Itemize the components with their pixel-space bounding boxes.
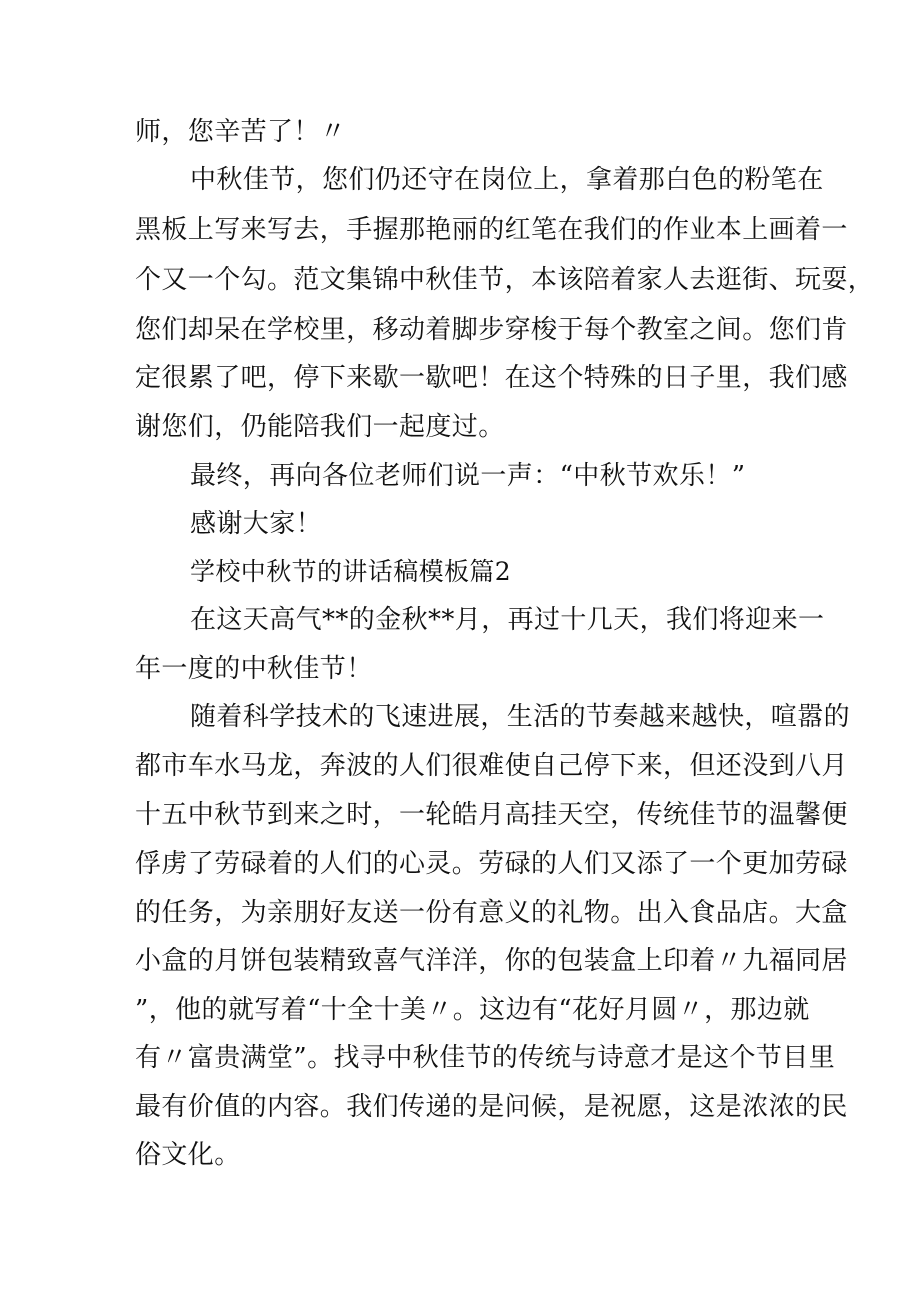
body-line: 您们却呆在学校里，移动着脚步穿梭于每个教室之间。您们肯: [135, 315, 848, 345]
body-line: 小盒的月饼包装精致喜气洋洋，你的包装盒上印着〃九福同居: [135, 946, 848, 976]
body-line: 都市车水马龙，奔波的人们很难使自己停下来，但还没到八月: [135, 751, 848, 781]
closing-greeting: 最终，再向各位老师们说一声：“中秋节欢乐！”: [190, 461, 746, 491]
body-line: 谢您们，仍能陪我们一起度过。: [135, 412, 505, 442]
body-line: 的任务，为亲朋好友送一份有意义的礼物。出入食品店。大盒: [135, 898, 848, 928]
body-line: 十五中秋节到来之时，一轮皓月高挂天空，传统佳节的温馨便: [135, 800, 848, 830]
body-line: 俘虏了劳碌着的人们的心灵。劳碌的人们又添了一个更加劳碌: [135, 849, 848, 879]
body-line: 年一度的中秋佳节！: [135, 654, 373, 684]
thanks-line: 感谢大家！: [190, 509, 323, 539]
body-line: 定很累了吧，停下来歇一歇吧！在这个特殊的日子里，我们感: [135, 363, 848, 393]
paragraph-autumn-start: 在这天高气**的金秋**月，再过十几天，我们将迎来一: [190, 605, 825, 635]
paragraph-technology-start: 随着科学技术的飞速进展，生活的节奏越来越快，喧嚣的: [190, 702, 851, 732]
body-line: ”，他的就写着“十全十美〃。这边有“花好月圆〃，那边就: [135, 995, 810, 1025]
body-line: 黑板上写来写去，手握那艳丽的红笔在我们的作业本上画着一: [135, 215, 848, 245]
body-line: 个又一个勾。范文集锦中秋佳节，本该陪着家人去逛街、玩耍，: [135, 265, 875, 295]
body-line: 有〃富贵满堂”。找寻中秋佳节的传统与诗意才是这个节目里: [135, 1043, 836, 1073]
paragraph-teachers-start: 中秋佳节，您们仍还守在岗位上，拿着那白色的粉笔在: [190, 165, 824, 195]
body-line: 俗文化。: [135, 1140, 241, 1170]
body-line-continuation: 师，您辛苦了！〃: [135, 117, 347, 147]
section-heading: 学校中秋节的讲话稿模板篇2: [190, 557, 512, 586]
body-line: 最有价值的内容。我们传递的是问候，是祝愿，这是浓浓的民: [135, 1092, 848, 1122]
